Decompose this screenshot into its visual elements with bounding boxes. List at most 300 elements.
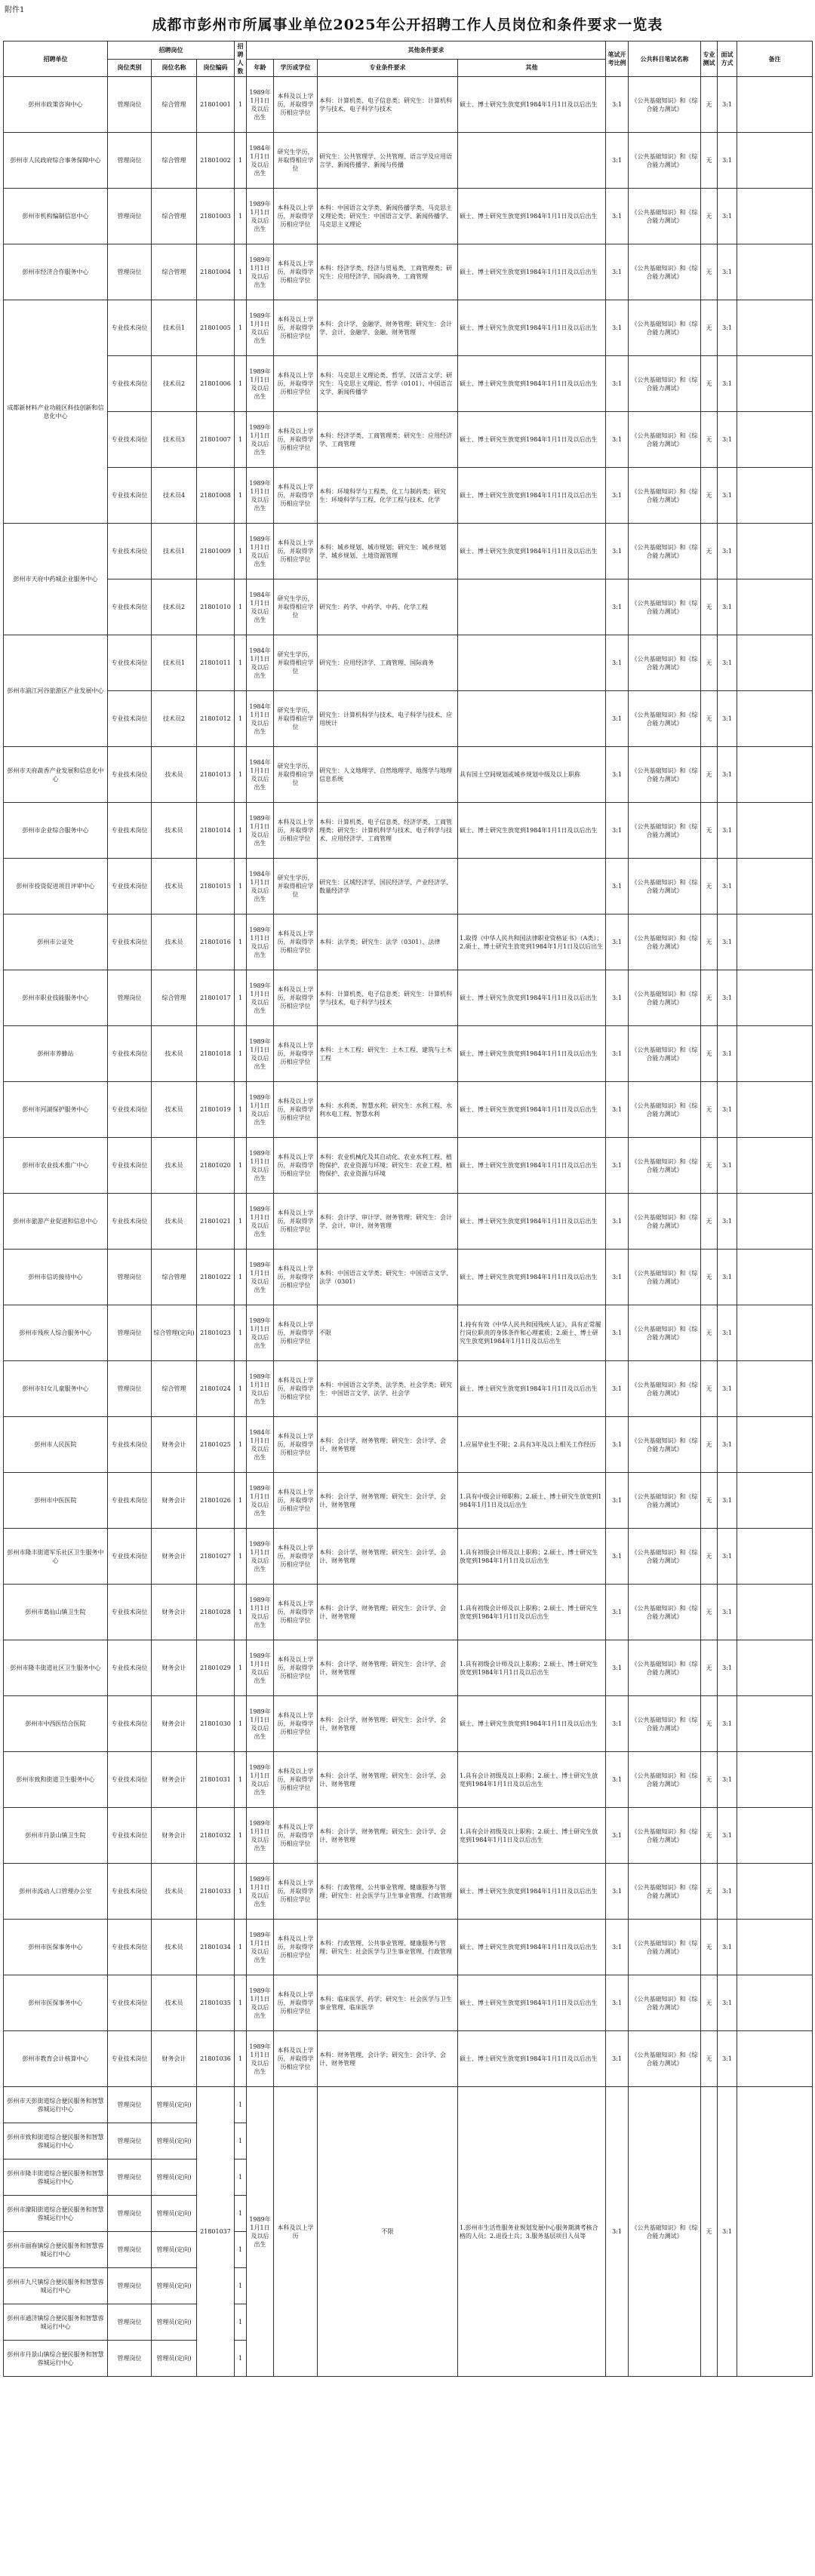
cell-unit: 彭州市天府蔬香产业发展和信息化中心 <box>4 747 108 803</box>
cell-count: 1 <box>235 1473 247 1529</box>
cell-ratio: 3:1 <box>606 1417 629 1473</box>
cell-exam: 《公共基础知识》和《综合能力测试》 <box>629 635 701 691</box>
cell-age: 1989年1月1日及以后出生 <box>247 1640 274 1696</box>
cell-count: 1 <box>235 468 247 524</box>
cell-remark <box>737 77 813 133</box>
cell-post-name: 综合管理 <box>152 133 197 189</box>
cell-ratio: 3:1 <box>606 1194 629 1250</box>
table-row <box>4 412 813 468</box>
table-row <box>4 1305 813 1361</box>
cell-other: 硕士、博士研究生放宽到1984年1月1日及以后出生 <box>458 1082 606 1138</box>
cell-other: 硕士、博士研究生放宽到1984年1月1日及以后出生 <box>458 1696 606 1752</box>
cell-exam: 《公共基础知识》和《综合能力测试》 <box>629 1696 701 1752</box>
cell-post-name: 技术员 <box>152 1920 197 1975</box>
cell-post-name: 管理员(定向) <box>152 2268 197 2304</box>
cell-ratio: 3:1 <box>606 1975 629 2031</box>
cell-count: 1 <box>235 2196 247 2232</box>
cell-post-name: 技术员3 <box>152 412 197 468</box>
header-count: 招聘人数 <box>235 41 247 77</box>
cell-ratio: 3:1 <box>606 747 629 803</box>
cell-other: 硕士、博士研究生放宽到1984年1月1日及以后出生 <box>458 1194 606 1250</box>
cell-edu: 本科及以上学历，并取得学历相应学位 <box>274 189 318 244</box>
cell-interview: 3:1 <box>718 1808 737 1864</box>
cell-exam: 《公共基础知识》和《综合能力测试》 <box>629 803 701 859</box>
cell-prof-test: 无 <box>701 1305 718 1361</box>
cell-category: 专业技术岗位 <box>108 412 152 468</box>
cell-ratio: 3:1 <box>606 1808 629 1864</box>
cell-post-code: 21801010 <box>197 579 235 635</box>
cell-other <box>458 691 606 747</box>
table-row <box>4 468 813 524</box>
cell-edu: 本科及以上学历，并取得学历相应学位 <box>274 356 318 412</box>
header-major: 专业条件要求 <box>318 59 458 77</box>
cell-major: 本科：中国语言文学类；研究生：中国语言文学、法学（0301） <box>318 1250 458 1305</box>
cell-exam: 《公共基础知识》和《综合能力测试》 <box>629 1920 701 1975</box>
cell-ratio: 3:1 <box>606 1585 629 1640</box>
cell-interview: 3:1 <box>718 691 737 747</box>
cell-prof-test: 无 <box>701 1138 718 1194</box>
cell-count: 1 <box>235 1082 247 1138</box>
cell-post-code: 21801019 <box>197 1082 235 1138</box>
cell-remark <box>737 579 813 635</box>
cell-edu: 本科及以上学历，并取得学历相应学位 <box>274 1305 318 1361</box>
cell-unit: 彭州市养蜂站 <box>4 1026 108 1082</box>
cell-exam: 《公共基础知识》和《综合能力测试》 <box>629 1864 701 1920</box>
cell-exam: 《公共基础知识》和《综合能力测试》 <box>629 1640 701 1696</box>
cell-age: 1989年1月1日及以后出生 <box>247 189 274 244</box>
header-other: 其他 <box>458 59 606 77</box>
cell-edu: 本科及以上学历，并取得学历相应学位 <box>274 244 318 300</box>
cell-category: 专业技术岗位 <box>108 1585 152 1640</box>
cell-ratio: 3:1 <box>606 77 629 133</box>
table-row <box>4 915 813 970</box>
cell-unit: 彭州市残疾人综合服务中心 <box>4 1305 108 1361</box>
cell-remark <box>737 2031 813 2087</box>
cell-interview: 3:1 <box>718 1082 737 1138</box>
cell-other: 1.应届毕业生不限；2.具有3年及以上相关工作经历 <box>458 1417 606 1473</box>
cell-unit: 彭州市政策咨询中心 <box>4 77 108 133</box>
cell-unit: 彭州市隆丰街道军乐社区卫生服务中心 <box>4 1529 108 1585</box>
cell-other: 1.具有初级会计师及以上职称；2.硕士、博士研究生放宽到1984年1月1日及以后出生 <box>458 1585 606 1640</box>
page-title: 成都市彭州市所属事业单位2025年公开招聘工作人员岗位和条件要求一览表 <box>152 17 663 33</box>
cell-edu: 研究生学历，并取得相应学位 <box>274 859 318 915</box>
cell-remark <box>737 1752 813 1808</box>
cell-post-code: 21801028 <box>197 1585 235 1640</box>
cell-category: 专业技术岗位 <box>108 1194 152 1250</box>
table-row <box>4 1417 813 1473</box>
cell-exam: 《公共基础知识》和《综合能力测试》 <box>629 300 701 356</box>
cell-other: 硕士、博士研究生放宽到1984年1月1日及以后出生 <box>458 1975 606 2031</box>
cell-remark <box>737 1026 813 1082</box>
cell-other: 硕士、博士研究生放宽到1984年1月1日及以后出生 <box>458 524 606 579</box>
cell-unit: 彭州市丹景山镇卫生院 <box>4 1808 108 1864</box>
cell-post-name: 财务会计 <box>152 1585 197 1640</box>
table-row <box>4 1752 813 1808</box>
header-exam-subject: 公共科目笔试名称 <box>629 41 701 77</box>
header-prof-test: 专业测试 <box>701 41 718 77</box>
cell-other: 硕士、博士研究生放宽到1984年1月1日及以后出生 <box>458 1361 606 1417</box>
table-row <box>4 524 813 579</box>
cell-major: 本科：环境科学与工程类、化工与制药类；研究生：环境科学与工程、化学工程与技术、化学 <box>318 468 458 524</box>
cell-remark <box>737 747 813 803</box>
cell-post-name: 技术员 <box>152 1138 197 1194</box>
cell-remark <box>737 133 813 189</box>
cell-category: 管理岗位 <box>108 189 152 244</box>
cell-prof-test: 无 <box>701 356 718 412</box>
cell-exam: 《公共基础知识》和《综合能力测试》 <box>629 747 701 803</box>
cell-interview: 3:1 <box>718 244 737 300</box>
cell-edu: 本科及以上学历，并取得学历相应学位 <box>274 2031 318 2087</box>
cell-exam: 《公共基础知识》和《综合能力测试》 <box>629 412 701 468</box>
table-row <box>4 1082 813 1138</box>
cell-category: 专业技术岗位 <box>108 524 152 579</box>
cell-edu: 本科及以上学历，并取得学历相应学位 <box>274 1585 318 1640</box>
cell-prof-test: 无 <box>701 1026 718 1082</box>
table-row <box>4 133 813 189</box>
cell-exam: 《公共基础知识》和《综合能力测试》 <box>629 1473 701 1529</box>
cell-other: 1.持有有效《中华人民共和国残疾人证》，具有正常履行岗位职责的身体条件和心理素质；2.硕士、博士研究生放宽到1984年1月1日及以后出生 <box>458 1305 606 1361</box>
cell-interview: 3:1 <box>718 1194 737 1250</box>
cell-edu: 本科及以上学历，并取得学历相应学位 <box>274 412 318 468</box>
cell-category: 专业技术岗位 <box>108 635 152 691</box>
cell-edu: 本科及以上学历，并取得学历相应学位 <box>274 1194 318 1250</box>
cell-edu: 本科及以上学历 <box>274 2087 318 2377</box>
cell-unit: 彭州市流动人口管理办公室 <box>4 1864 108 1920</box>
cell-category: 专业技术岗位 <box>108 1417 152 1473</box>
cell-other <box>458 859 606 915</box>
cell-interview: 3:1 <box>718 1529 737 1585</box>
cell-count: 1 <box>235 859 247 915</box>
cell-post-name: 技术员 <box>152 747 197 803</box>
cell-post-name: 技术员 <box>152 915 197 970</box>
cell-interview: 3:1 <box>718 1640 737 1696</box>
cell-prof-test: 无 <box>701 1250 718 1305</box>
table-row <box>4 2031 813 2087</box>
cell-prof-test: 无 <box>701 803 718 859</box>
cell-category: 专业技术岗位 <box>108 1640 152 1696</box>
cell-other: 硕士、博士研究生放宽到1984年1月1日及以后出生 <box>458 356 606 412</box>
cell-exam: 《公共基础知识》和《综合能力测试》 <box>629 1808 701 1864</box>
cell-remark <box>737 1194 813 1250</box>
cell-remark <box>737 1082 813 1138</box>
cell-interview: 3:1 <box>718 412 737 468</box>
cell-post-name: 财务会计 <box>152 2031 197 2087</box>
cell-post-name: 财务会计 <box>152 1640 197 1696</box>
cell-post-code: 21801033 <box>197 1864 235 1920</box>
cell-ratio: 3:1 <box>606 300 629 356</box>
cell-remark <box>737 1473 813 1529</box>
cell-major: 本科：会计学、财务管理；研究生：会计学、会计、财务管理 <box>318 1473 458 1529</box>
cell-post-name: 综合管理 <box>152 77 197 133</box>
cell-post-code: 21801032 <box>197 1808 235 1864</box>
cell-unit: 彭州市丽春镇综合便民服务和智慧蓉城运行中心 <box>4 2232 108 2268</box>
cell-count: 1 <box>235 1640 247 1696</box>
table-row <box>4 1920 813 1975</box>
table-row <box>4 635 813 691</box>
cell-major: 研究生：应用经济学、工商管理、国际商务 <box>318 635 458 691</box>
cell-post-name: 技术员 <box>152 1864 197 1920</box>
cell-category: 管理岗位 <box>108 2087 152 2123</box>
header-age: 年龄 <box>247 59 274 77</box>
cell-category: 管理岗位 <box>108 2159 152 2196</box>
cell-age: 1989年1月1日及以后出生 <box>247 524 274 579</box>
cell-other: 硕士、博士研究生放宽到1984年1月1日及以后出生 <box>458 300 606 356</box>
cell-ratio: 3:1 <box>606 1696 629 1752</box>
cell-prof-test: 无 <box>701 859 718 915</box>
cell-post-name: 财务会计 <box>152 1808 197 1864</box>
cell-major: 本科：法学类；研究生：法学（0301）、法律 <box>318 915 458 970</box>
cell-interview: 3:1 <box>718 133 737 189</box>
cell-count: 1 <box>235 1920 247 1975</box>
cell-post-name: 财务会计 <box>152 1752 197 1808</box>
cell-age: 1989年1月1日及以后出生 <box>247 970 274 1026</box>
cell-other: 硕士、博士研究生放宽到1984年1月1日及以后出生 <box>458 77 606 133</box>
cell-unit: 彭州市濛阳街道综合便民服务和智慧蓉城运行中心 <box>4 2196 108 2232</box>
cell-post-code: 21801005 <box>197 300 235 356</box>
cell-edu: 本科及以上学历，并取得学历相应学位 <box>274 970 318 1026</box>
cell-category: 专业技术岗位 <box>108 1473 152 1529</box>
cell-major: 本科：马克思主义理论类、哲学、汉语言文学；研究生：马克思主义理论、哲学（0101）、中国语言文学、新闻传播学 <box>318 356 458 412</box>
cell-count: 1 <box>235 1305 247 1361</box>
cell-post-name: 财务会计 <box>152 1529 197 1585</box>
cell-post-code: 21801030 <box>197 1696 235 1752</box>
cell-unit: 彭州市妇女儿童服务中心 <box>4 1361 108 1417</box>
cell-major: 本科：会计学、审计学、财务管理；研究生：会计学、会计、审计、财务管理 <box>318 1194 458 1250</box>
cell-ratio: 3:1 <box>606 1305 629 1361</box>
cell-major: 本科：会计学、财务管理；研究生：会计学、会计、财务管理 <box>318 1417 458 1473</box>
cell-remark <box>737 1585 813 1640</box>
cell-post-code: 21801024 <box>197 1361 235 1417</box>
cell-exam: 《公共基础知识》和《综合能力测试》 <box>629 2087 701 2377</box>
cell-category: 专业技术岗位 <box>108 1864 152 1920</box>
cell-count: 1 <box>235 2232 247 2268</box>
cell-post-code: 21801003 <box>197 189 235 244</box>
cell-post-name: 管理员(定向) <box>152 2159 197 2196</box>
cell-count: 1 <box>235 412 247 468</box>
cell-edu: 本科及以上学历，并取得学历相应学位 <box>274 77 318 133</box>
cell-major: 研究生：区域经济学、国民经济学、产业经济学、数量经济学 <box>318 859 458 915</box>
cell-post-code: 21801006 <box>197 356 235 412</box>
table-row <box>4 2087 813 2123</box>
cell-interview: 3:1 <box>718 2087 737 2377</box>
cell-other: 硕士、博士研究生放宽到1984年1月1日及以后出生 <box>458 1864 606 1920</box>
cell-category: 专业技术岗位 <box>108 356 152 412</box>
cell-count: 1 <box>235 1138 247 1194</box>
cell-ratio: 3:1 <box>606 133 629 189</box>
cell-post-code: 21801025 <box>197 1417 235 1473</box>
cell-exam: 《公共基础知识》和《综合能力测试》 <box>629 1417 701 1473</box>
cell-age: 1984年1月1日及以后出生 <box>247 1417 274 1473</box>
cell-major: 本科：会计学、财务管理；研究生：会计学、会计、财务管理 <box>318 1529 458 1585</box>
cell-post-code: 21801037 <box>197 2087 235 2377</box>
cell-exam: 《公共基础知识》和《综合能力测试》 <box>629 1529 701 1585</box>
cell-ratio: 3:1 <box>606 1361 629 1417</box>
cell-ratio: 3:1 <box>606 970 629 1026</box>
cell-unit: 彭州市隆丰街道社区卫生服务中心 <box>4 1640 108 1696</box>
cell-remark <box>737 2087 813 2377</box>
cell-remark <box>737 1250 813 1305</box>
cell-unit: 彭州市湔江河谷旅游区产业发展中心 <box>4 635 108 747</box>
cell-category: 专业技术岗位 <box>108 691 152 747</box>
cell-prof-test: 无 <box>701 1864 718 1920</box>
cell-prof-test: 无 <box>701 189 718 244</box>
cell-count: 1 <box>235 2031 247 2087</box>
cell-prof-test: 无 <box>701 1640 718 1696</box>
cell-exam: 《公共基础知识》和《综合能力测试》 <box>629 244 701 300</box>
cell-ratio: 3:1 <box>606 1026 629 1082</box>
cell-other: 1.具有初级会计师及以上职称；2.硕士、博士研究生放宽到1984年1月1日及以后出生 <box>458 1640 606 1696</box>
cell-prof-test: 无 <box>701 635 718 691</box>
cell-major: 研究生：人文地理学、自然地理学、地图学与地理信息系统 <box>318 747 458 803</box>
cell-edu: 研究生学历，并取得相应学位 <box>274 579 318 635</box>
cell-ratio: 3:1 <box>606 244 629 300</box>
cell-ratio: 3:1 <box>606 1640 629 1696</box>
cell-count: 1 <box>235 1361 247 1417</box>
cell-exam: 《公共基础知识》和《综合能力测试》 <box>629 1138 701 1194</box>
cell-ratio: 3:1 <box>606 1138 629 1194</box>
cell-post-code: 21801017 <box>197 970 235 1026</box>
cell-age: 1989年1月1日及以后出生 <box>247 1864 274 1920</box>
cell-count: 1 <box>235 2087 247 2123</box>
cell-category: 专业技术岗位 <box>108 1808 152 1864</box>
cell-exam: 《公共基础知识》和《综合能力测试》 <box>629 970 701 1026</box>
cell-remark <box>737 1696 813 1752</box>
recruitment-table-container <box>3 41 812 2377</box>
cell-age: 1984年1月1日及以后出生 <box>247 133 274 189</box>
cell-count: 1 <box>235 970 247 1026</box>
cell-post-code: 21801012 <box>197 691 235 747</box>
table-row <box>4 691 813 747</box>
cell-major: 本科：经济学类、经济与贸易类、工商管理类；研究生：应用经济学、国际商务、工商管理 <box>318 244 458 300</box>
cell-post-code: 21801009 <box>197 524 235 579</box>
header-interview: 面试方式 <box>718 41 737 77</box>
cell-count: 1 <box>235 524 247 579</box>
cell-other: 硕士、博士研究生放宽到1984年1月1日及以后出生 <box>458 412 606 468</box>
cell-unit: 彭州市农业技术推广中心 <box>4 1138 108 1194</box>
cell-age: 1989年1月1日及以后出生 <box>247 1250 274 1305</box>
cell-remark <box>737 1305 813 1361</box>
cell-post-name: 技术员1 <box>152 300 197 356</box>
cell-interview: 3:1 <box>718 1250 737 1305</box>
header-written-ratio: 笔试开考比例 <box>606 41 629 77</box>
cell-unit: 彭州市致和街道卫生服务中心 <box>4 1752 108 1808</box>
cell-remark <box>737 859 813 915</box>
cell-post-code: 21801029 <box>197 1640 235 1696</box>
cell-post-code: 21801004 <box>197 244 235 300</box>
cell-ratio: 3:1 <box>606 356 629 412</box>
cell-age: 1989年1月1日及以后出生 <box>247 412 274 468</box>
cell-edu: 本科及以上学历，并取得学历相应学位 <box>274 1752 318 1808</box>
cell-interview: 3:1 <box>718 77 737 133</box>
cell-ratio: 3:1 <box>606 803 629 859</box>
cell-post-code: 21801007 <box>197 412 235 468</box>
cell-count: 1 <box>235 915 247 970</box>
table-row <box>4 1026 813 1082</box>
cell-exam: 《公共基础知识》和《综合能力测试》 <box>629 1250 701 1305</box>
cell-post-name: 综合管理 <box>152 1361 197 1417</box>
cell-prof-test: 无 <box>701 1752 718 1808</box>
cell-unit: 彭州市河湖保护服务中心 <box>4 1082 108 1138</box>
cell-category: 专业技术岗位 <box>108 2031 152 2087</box>
cell-category: 专业技术岗位 <box>108 300 152 356</box>
cell-post-name: 技术员 <box>152 1194 197 1250</box>
table-row <box>4 1864 813 1920</box>
cell-other: 硕士、博士研究生放宽到1984年1月1日及以后出生 <box>458 244 606 300</box>
cell-other: 1.具有会计初级及以上职称；2.硕士、博士研究生放宽到1984年1月1日及以后出生 <box>458 1752 606 1808</box>
table-row <box>4 77 813 133</box>
table-row <box>4 579 813 635</box>
cell-other: 硕士、博士研究生放宽到1984年1月1日及以后出生 <box>458 1026 606 1082</box>
cell-post-name: 技术员 <box>152 1082 197 1138</box>
cell-post-name: 技术员2 <box>152 356 197 412</box>
cell-count: 1 <box>235 1696 247 1752</box>
cell-unit: 彭州市投资促进项目评审中心 <box>4 859 108 915</box>
cell-post-name: 技术员 <box>152 1026 197 1082</box>
cell-edu: 研究生学历，并取得相应学位 <box>274 133 318 189</box>
cell-major: 本科：会计学、财务管理；研究生：会计学、会计、财务管理 <box>318 1696 458 1752</box>
cell-category: 管理岗位 <box>108 2268 152 2304</box>
cell-age: 1989年1月1日及以后出生 <box>247 1473 274 1529</box>
cell-interview: 3:1 <box>718 1138 737 1194</box>
cell-remark <box>737 356 813 412</box>
cell-unit: 彭州市九尺镇综合便民服务和智慧蓉城运行中心 <box>4 2268 108 2304</box>
cell-major: 本科：经济学类、工商管理类；研究生：应用经济学、工商管理 <box>318 412 458 468</box>
cell-unit: 成都新材料产业功能区科技创新和信息化中心 <box>4 300 108 524</box>
cell-interview: 3:1 <box>718 970 737 1026</box>
cell-count: 1 <box>235 1250 247 1305</box>
cell-major: 研究生：药学、中药学、中药、化学工程 <box>318 579 458 635</box>
table-row <box>4 1640 813 1696</box>
cell-post-name: 财务会计 <box>152 1417 197 1473</box>
cell-unit: 彭州市中西医结合医院 <box>4 1696 108 1752</box>
cell-age: 1989年1月1日及以后出生 <box>247 1920 274 1975</box>
cell-exam: 《公共基础知识》和《综合能力测试》 <box>629 1752 701 1808</box>
cell-prof-test: 无 <box>701 412 718 468</box>
cell-edu: 研究生学历，并取得相应学位 <box>274 635 318 691</box>
cell-remark <box>737 1975 813 2031</box>
cell-major: 本科：会计学、财务管理；研究生：会计学、会计、财务管理 <box>318 1808 458 1864</box>
cell-major: 本科：财务管理、会计学；研究生：会计学、会计、财务管理 <box>318 2031 458 2087</box>
cell-prof-test: 无 <box>701 915 718 970</box>
cell-major: 不限 <box>318 2087 458 2377</box>
cell-prof-test: 无 <box>701 1529 718 1585</box>
cell-age: 1989年1月1日及以后出生 <box>247 244 274 300</box>
cell-major: 研究生：计算机科学与技术、电子科学与技术、应用统计 <box>318 691 458 747</box>
cell-interview: 3:1 <box>718 524 737 579</box>
cell-remark <box>737 1361 813 1417</box>
cell-post-name: 管理员(定向) <box>152 2123 197 2159</box>
attachment-label: 附件1 <box>5 6 25 14</box>
cell-other: 硕士、博士研究生放宽到1984年1月1日及以后出生 <box>458 2031 606 2087</box>
cell-other: 硕士、博士研究生放宽到1984年1月1日及以后出生 <box>458 468 606 524</box>
cell-remark <box>737 300 813 356</box>
cell-interview: 3:1 <box>718 803 737 859</box>
cell-other <box>458 133 606 189</box>
table-row <box>4 1529 813 1585</box>
cell-remark <box>737 1529 813 1585</box>
cell-ratio: 3:1 <box>606 1920 629 1975</box>
cell-post-code: 21801031 <box>197 1752 235 1808</box>
cell-count: 1 <box>235 300 247 356</box>
cell-post-code: 21801035 <box>197 1975 235 2031</box>
cell-other: 具有国土空间规划或城乡规划中级及以上职称 <box>458 747 606 803</box>
cell-prof-test: 无 <box>701 468 718 524</box>
cell-age: 1989年1月1日及以后出生 <box>247 77 274 133</box>
cell-post-code: 21801008 <box>197 468 235 524</box>
cell-major: 本科：农业机械化及其自动化、农业水利工程、植物保护、农业资源与环境；研究生：农业工程、植物保护、农业资源与环境 <box>318 1138 458 1194</box>
cell-category: 专业技术岗位 <box>108 1975 152 2031</box>
cell-unit: 彭州市隆丰街道综合便民服务和智慧蓉城运行中心 <box>4 2159 108 2196</box>
